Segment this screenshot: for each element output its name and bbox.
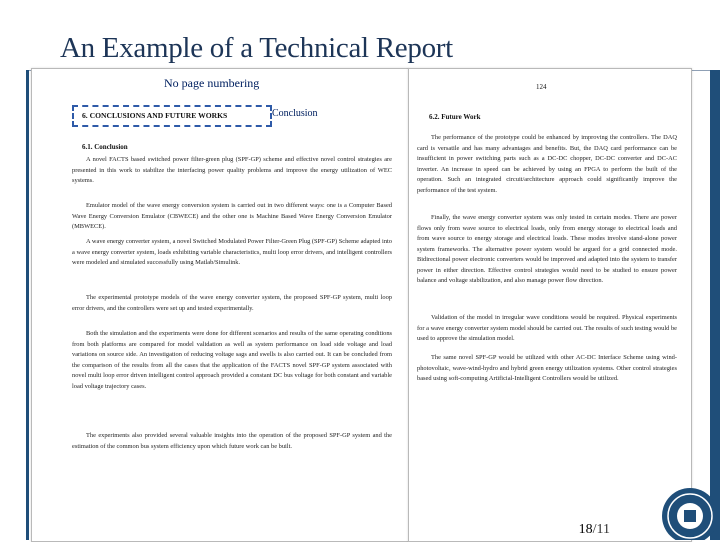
section-heading-conclusion: 6.1. Conclusion [82,143,128,151]
callout-no-page-numbering: No page numbering [164,76,260,90]
paragraph: Finally, the wave energy converter system was only tested in certain modes. There are power flows only from wave source to electrical loads, only from energy storage to electrical loads and from wave source to energy storage and electrical loads. These modes involve stand-alone power system frameworks. The alternative power system would be argued for a grid connected mode. Bidirectional power electronic converters would be improved and adapted into the system to transfer power in either direction. Effective control strategies would need to be studied to ensure power balance and voltage stabilization, and also manage power flow direction. [417,214,677,285]
right-accent-band [710,70,720,540]
chapter-heading: 6. CONCLUSIONS AND FUTURE WORKS [82,111,228,120]
slide-title: An Example of a Technical Report [60,32,453,64]
slide-counter [579,522,610,538]
paragraph: A novel FACTS based switched power filter-green plug (SPF-GP) scheme and effective novel control strategies are presented in this work to stabilize the interfacing power quality problems and improve the energy utilization of WEC systems. [72,156,392,185]
slide-counter-current: 18 [578,522,593,537]
paragraph: The performance of the prototype could be enhanced by improving the controllers. The DAQ card is versatile and has many advantages and benefits. But, the DAQ card performance can be insufficient in power switching parts such as a DC-DC chopper, DC-DC converter and DC-AC inverter. An increase in speed can be achieved by using an FPGA to perform the built of the operation. Such an integrated circuit/architecture approach could significantly improve the performance of the test system. [417,134,677,194]
university-seal-icon [654,480,714,540]
paragraph: The experiments also provided several valuable insights into the operation of the proposed SPF-GP system and the estimation of the common bus system efficiency upon which future work can be built. [72,432,392,450]
paragraph: Validation of the model in irregular wave conditions would be required. Physical experiments for a wave energy converter system model should be carried out. The results of such testing would be used to approve the simulation model. [417,314,677,343]
report-page-right [408,68,692,542]
paragraph: Emulator model of the wave energy conversion system is carried out in two different ways: one is a Computer Based Wave Energy Conversion Emulator (CBWECE) and the other one is Machine Based Wave Energy Conversion Emulator (MBWECE). [72,202,392,231]
paragraph: The experimental prototype models of the wave energy converter system, the proposed SPF-GP system, multi loop error drivers, and the controllers were set up and tested experimentally. [72,294,392,312]
left-accent-band [26,70,29,540]
page-number: 124 [536,83,547,91]
section-heading-future-work: 6.2. Future Work [429,113,481,121]
callout-conclusion: Conclusion [272,108,318,119]
report-page-left [31,68,409,542]
paragraph: Both the simulation and the experiments were done for different scenarios and results of the same operating conditions from both platforms are compared for model validation as well as system performance on load side voltage and load variations on source side. An investigation of reducing voltage sags and swells is also carried out. It can be concluded from the comparison of the results from all the cases that the application of the FACTS novel SPF-GP system associated with novel multi loop error driven intelligent control approach provided a constant DC bus voltage for both constant and variable load voltage trajectory cases. [72,330,392,390]
paragraph: The same novel SPF-GP would be utilized with other AC-DC Interface Scheme using wind-photovoltaic, wave-wind-hydro and hybrid green energy utilization systems. Other control strategies based using soft-computing Artificial-Intelligent Controllers would be utilized. [417,354,677,383]
slide-counter-total: /11 [592,522,610,537]
paragraph: A wave energy converter system, a novel Switched Modulated Power Filter-Green Plug (SPF-GP) Scheme adapted into a wave energy converter system, loads exhibiting variable characteristics, multi loop error drivers, and intelligent controllers were modeled and simulated successfully using Matlab/Simulink. [72,238,392,267]
